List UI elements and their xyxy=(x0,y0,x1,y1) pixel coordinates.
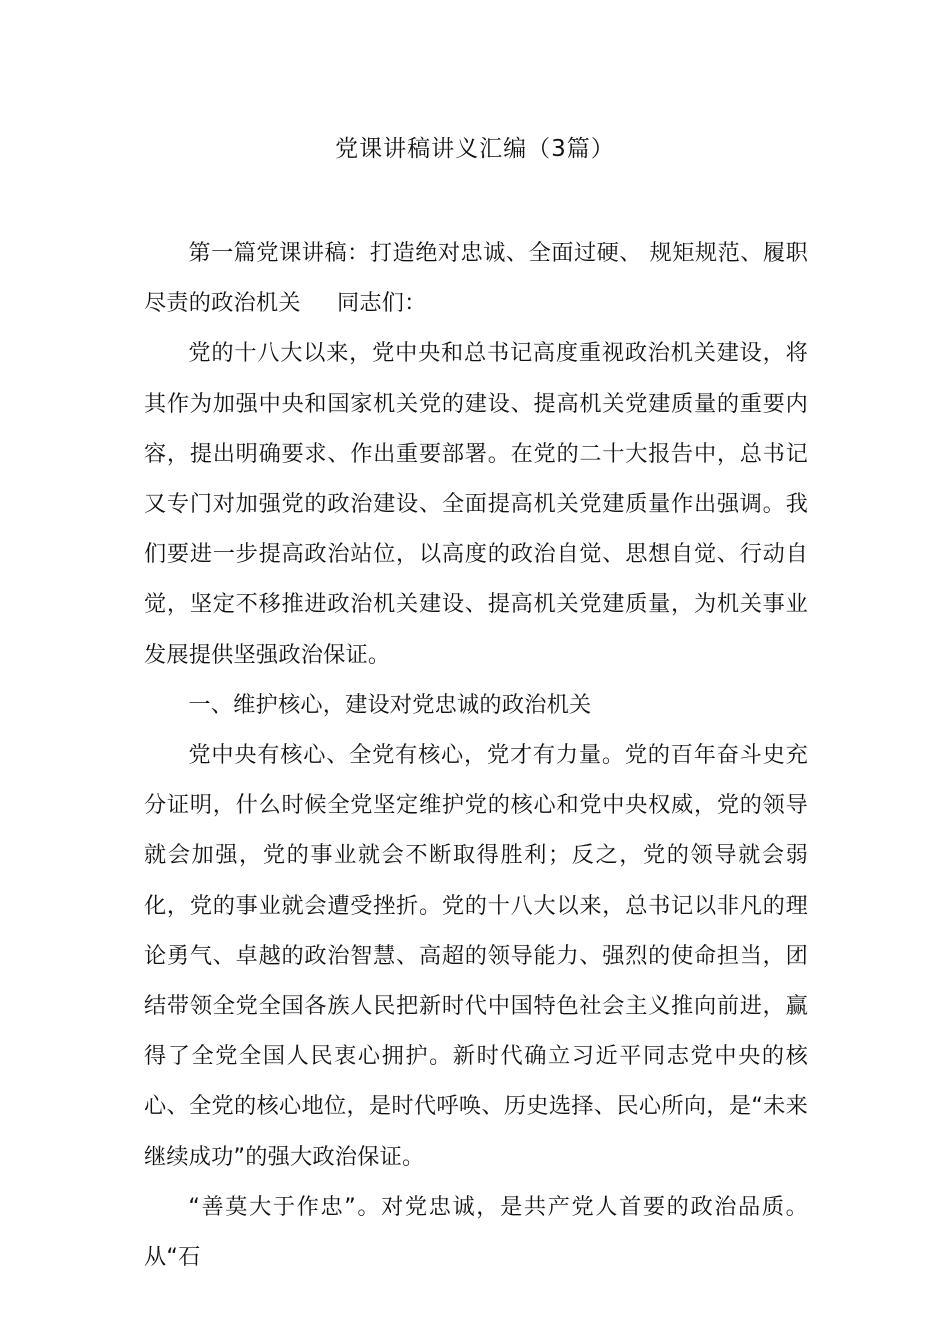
paragraph-overview: 党的十八大以来，党中央和总书记高度重视政治机关建设，将其作为加强中央和国家机关党的建设、提高机关党建质量的重要内容，提出明确要求、作出重要部署。在党的二十大报告中，总书记又专门对加强党的政治建设、全面提高机关党建质量作出强调。我们要进一步提高政治站位，以高度的政治自觉、思想自觉、行动自觉，坚定不移推进政治机关建设、提高机关党建质量，为机关事业发展提供坚强政治保证。 xyxy=(144,340,808,668)
document-body xyxy=(144,228,808,1282)
document-title: 党课讲稿讲义汇编（3篇） xyxy=(335,136,615,162)
paragraph-intro: 第一篇党课讲稿：打造绝对忠诚、全面过硬、 规矩规范、履职尽责的政治机关 同志们： xyxy=(144,240,808,317)
paragraph-loyalty: “善莫大于作忠”。对党忠诚，是共产党人首要的政治品质。从“石 xyxy=(144,1193,808,1271)
section-heading-1: 一、维护核心，建设对党忠诚的政治机关 xyxy=(188,691,592,718)
paragraph-core: 党中央有核心、全党有核心，党才有力量。党的百年奋斗史充分证明，什么时候全党坚定维护党的核心和党中央权威，党的领导就会加强，党的事业就会不断取得胜利；反之，党的领导就会弱化，党的事业就会遭受挫折。党的十八大以来，总书记以非凡的理论勇气、卓越的政治智慧、高超的领导能力、强烈的使命担当，团结带领全党全国各族人民把新时代中国特色社会主义推向前进，赢得了全党全国人民衷心拥护。新时代确立习近平同志党中央的核心、全党的核心地位，是时代呼唤、历史选择、民心所向，是“未来继续成功”的强大政治保证。 xyxy=(144,742,808,1170)
